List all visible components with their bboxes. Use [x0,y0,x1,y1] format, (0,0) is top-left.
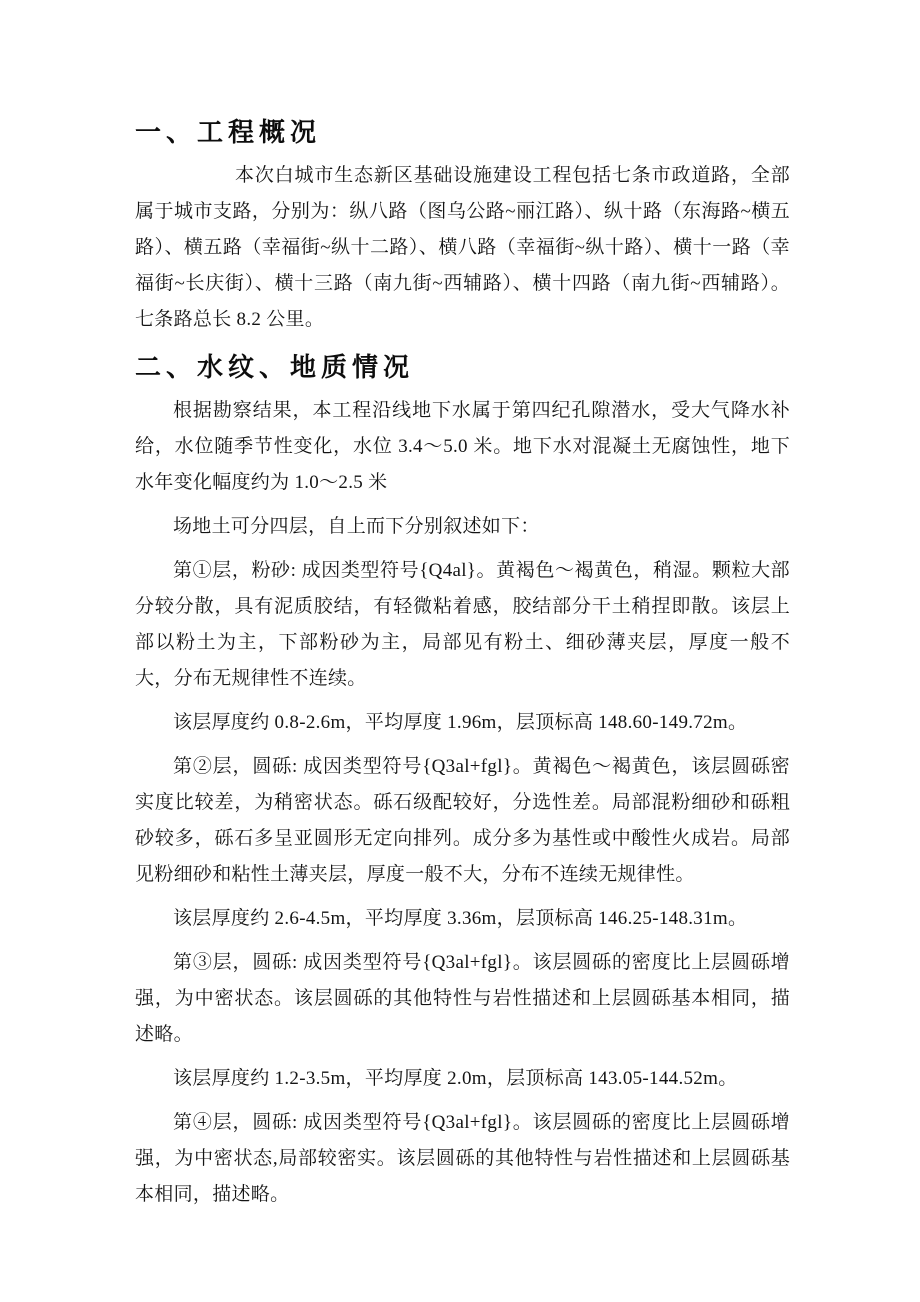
para-layer1-thickness: 该层厚度约 0.8-2.6m，平均厚度 1.96m，层顶标高 148.60-149.72m。 [173,712,748,733]
section-1-heading: 一、工程概况 [135,117,322,147]
para-soil-layers-intro: 场地土可分四层，自上而下分别叙述如下： [173,516,540,537]
section-2-heading: 二、水纹、地质情况 [135,352,415,382]
document-content [135,116,790,1221]
para-layer2-description: 第②层，圆砾: 成因类型符号{Q3al+fgl}。黄褐色～褐黄色，该层圆砾密实度比较差，为稍密状态。砾石级配较好，分选性差。局部混粉细砂和砾粗砂较多，砾石多呈亚圆形无定向排列。成分多为基性或中酸性火成岩。局部见粉细砂和粘性土薄夹层，厚度一般不大，分布不连续无规律性。 [135,756,790,885]
para-project-overview: 本次白城市生态新区基础设施建设工程包括七条市政道路，全部属于城市支路，分别为：纵八路（图乌公路~丽江路）、纵十路（东海路~横五路）、横五路（幸福街~纵十二路）、横八路（幸福街~纵十路）、横十一路（幸福街~长庆街）、横十三路（南九街~西辅路）、横十四路（南九街~西辅路）。七条路总长 8.2 公里。 [135,165,790,330]
para-layer3-description: 第③层，圆砾: 成因类型符号{Q3al+fgl}。该层圆砾的密度比上层圆砾增强，为中密状态。该层圆砾的其他特性与岩性描述和上层圆砾基本相同，描述略。 [135,952,790,1045]
para-layer4-description: 第④层，圆砾: 成因类型符号{Q3al+fgl}。该层圆砾的密度比上层圆砾增强，为中密状态,局部较密实。该层圆砾的其他特性与岩性描述和上层圆砾基本相同，描述略。 [135,1112,790,1205]
para-layer3-thickness: 该层厚度约 1.2-3.5m，平均厚度 2.0m，层顶标高 143.05-144.52m。 [173,1068,738,1089]
para-layer2-thickness: 该层厚度约 2.6-4.5m，平均厚度 3.36m，层顶标高 146.25-148.31m。 [173,908,748,929]
para-groundwater: 根据勘察结果，本工程沿线地下水属于第四纪孔隙潜水，受大气降水补给，水位随季节性变化，水位 3.4～5.0 米。地下水对混凝土无腐蚀性，地下水年变化幅度约为 1.0～2.5 米 [135,400,790,493]
para-layer1-description: 第①层，粉砂: 成因类型符号{Q4al}。黄褐色～褐黄色，稍湿。颗粒大部分较分散，具有泥质胶结，有轻微粘着感，胶结部分干土稍捏即散。该层上部以粉土为主，下部粉砂为主，局部见有粉土、细砂薄夹层，厚度一般不大，分布无规律性不连续。 [135,560,790,689]
